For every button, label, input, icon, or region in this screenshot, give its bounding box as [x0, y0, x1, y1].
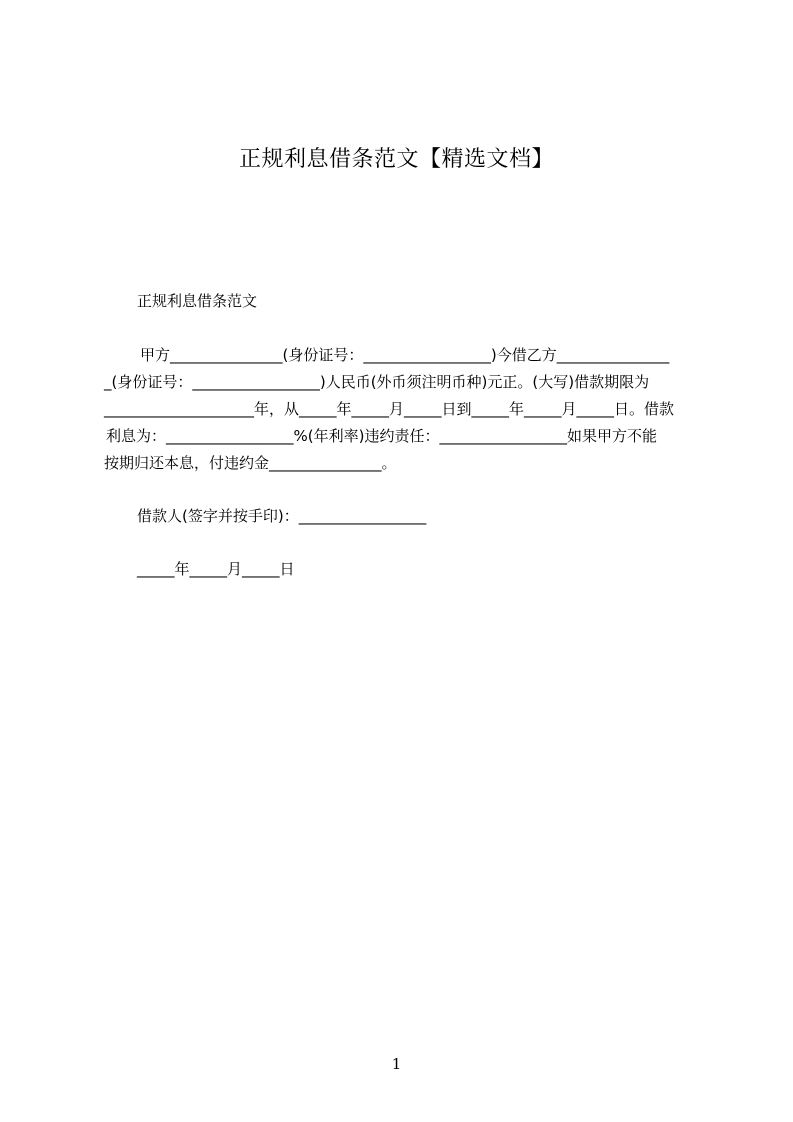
page-number: 1 — [391, 1055, 402, 1073]
document-subheading: 正规利息借条范文 — [137, 292, 258, 310]
borrower-signature-line: 借款人(签字并按手印)：_________________ — [137, 507, 427, 525]
date-line: _____年_____月_____日 — [137, 560, 295, 578]
body-line: _(身份证号：_________________)人民币(外币须注明币种)元正。(大写)借款期限为 — [104, 373, 650, 391]
body-line: 按期归还本息，付违约金_______________。 — [104, 454, 397, 472]
page-title: 正规利息借条范文【精选文档】 — [238, 147, 554, 172]
body-line: 利息为：_________________%(年利率)违约责任：_________________如果甲方不能 — [106, 427, 657, 445]
body-line: ____________________年，从_____年_____月_____日到_____年_____月_____日。借款 — [104, 400, 675, 418]
body-line: 甲方_______________(身份证号：_________________)今借乙方_______________ — [140, 346, 670, 364]
